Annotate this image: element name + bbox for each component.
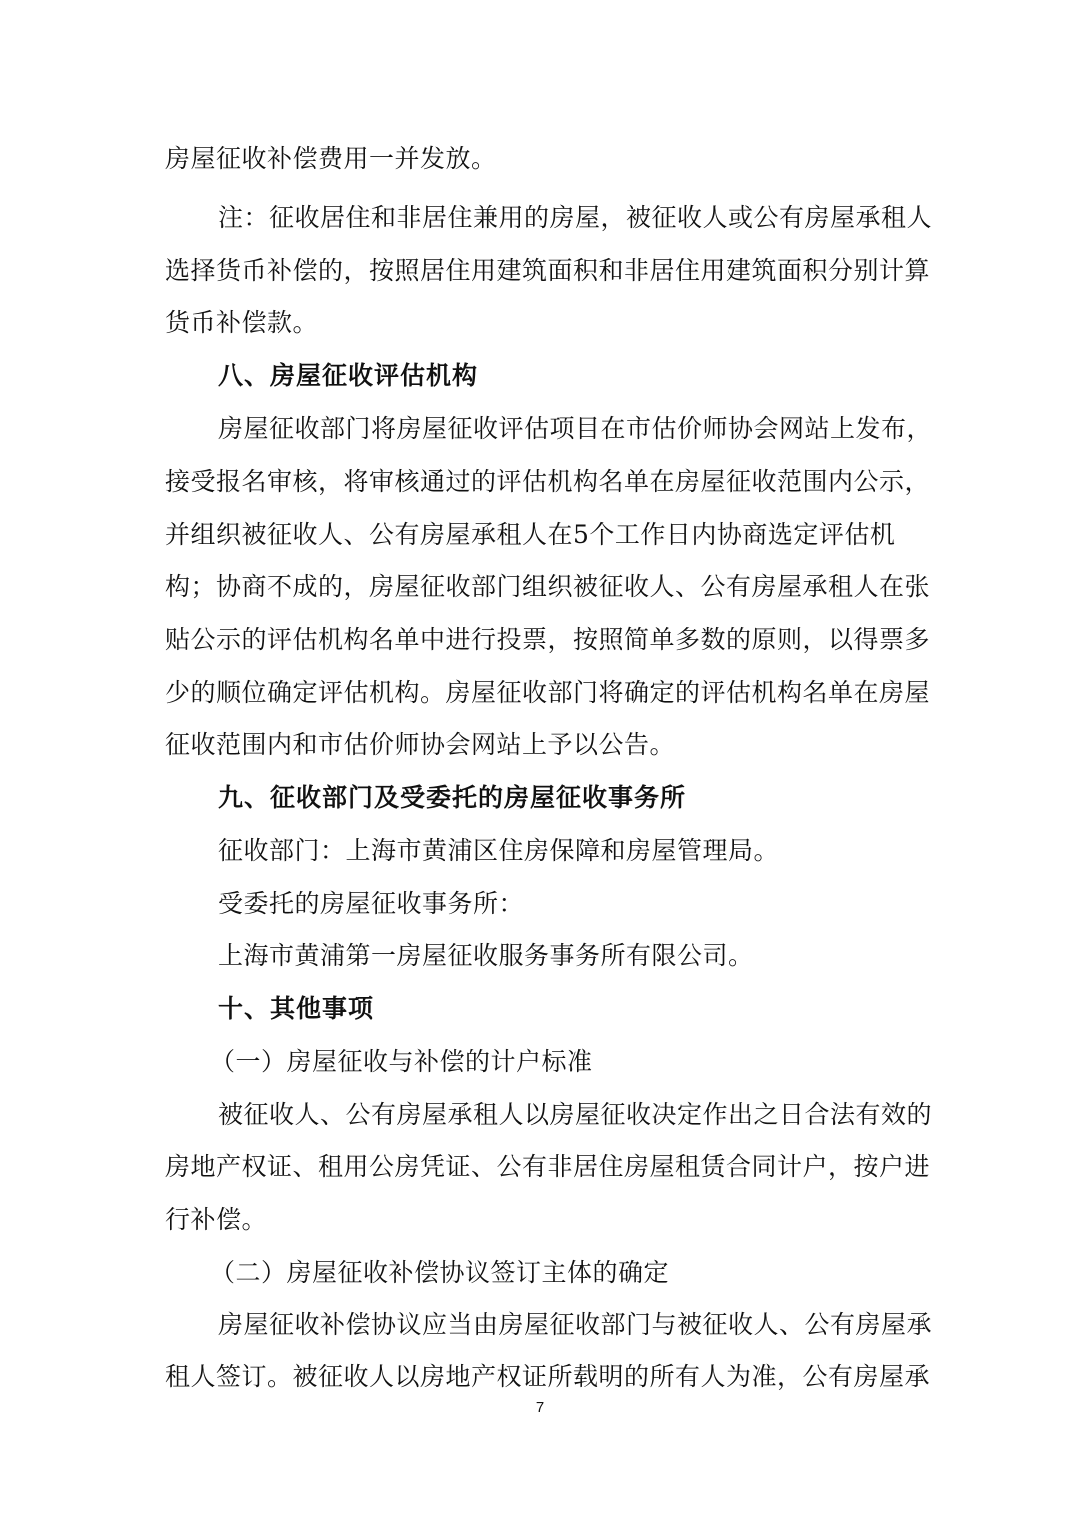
body-text-line: 房屋征收部门将房屋征收评估项目在市估价师协会网站上发布， — [218, 414, 933, 443]
body-text-line: 房屋征收补偿费用一并发放。 — [165, 144, 497, 173]
body-text-line: 上海市黄浦第一房屋征收服务事务所有限公司。 — [218, 941, 754, 970]
subsection-heading-1: （一）房屋征收与补偿的计户标准 — [210, 1047, 593, 1076]
body-text-line: 征收部门：上海市黄浦区住房保障和房屋管理局。 — [218, 836, 780, 865]
body-text-line: 行补偿。 — [165, 1205, 268, 1234]
body-text-line: 少的顺位确定评估机构。房屋征收部门将确定的评估机构名单在房屋 — [165, 678, 931, 707]
body-text-line: 并组织被征收人、公有房屋承租人在5个工作日内协商选定评估机 — [165, 520, 896, 549]
section-heading-8: 八、房屋征收评估机构 — [218, 361, 479, 390]
body-text-line: 接受报名审核，将审核通过的评估机构名单在房屋征收范围内公示， — [165, 467, 931, 496]
note-text-line: 选择货币补偿的，按照居住用建筑面积和非居住用建筑面积分别计算 — [165, 256, 931, 285]
body-text-line: 房地产权证、租用公房凭证、公有非居住房屋租赁合同计户，按户进 — [165, 1152, 931, 1181]
section-heading-10: 十、其他事项 — [218, 994, 375, 1023]
section-heading-9: 九、征收部门及受委托的房屋征收事务所 — [218, 783, 687, 812]
body-text-line: 征收范围内和市估价师协会网站上予以公告。 — [165, 730, 676, 759]
body-text-line: 被征收人、公有房屋承租人以房屋征收决定作出之日合法有效的 — [218, 1100, 933, 1129]
subsection-heading-2: （二）房屋征收补偿协议签订主体的确定 — [210, 1258, 670, 1287]
body-text-line: 构；协商不成的，房屋征收部门组织被征收人、公有房屋承租人在张 — [165, 572, 931, 601]
note-text-line: 注：征收居住和非居住兼用的房屋，被征收人或公有房屋承租人 — [218, 203, 933, 232]
body-text-line: 租人签订。被征收人以房地产权证所载明的所有人为准，公有房屋承 — [165, 1362, 931, 1391]
body-text-line: 贴公示的评估机构名单中进行投票，按照简单多数的原则，以得票多 — [165, 625, 931, 654]
body-text-line: 房屋征收补偿协议应当由房屋征收部门与被征收人、公有房屋承 — [218, 1310, 933, 1339]
body-text-line: 受委托的房屋征收事务所： — [218, 889, 525, 918]
note-text-line: 货币补偿款。 — [165, 308, 319, 337]
page-number: 7 — [535, 1399, 545, 1416]
